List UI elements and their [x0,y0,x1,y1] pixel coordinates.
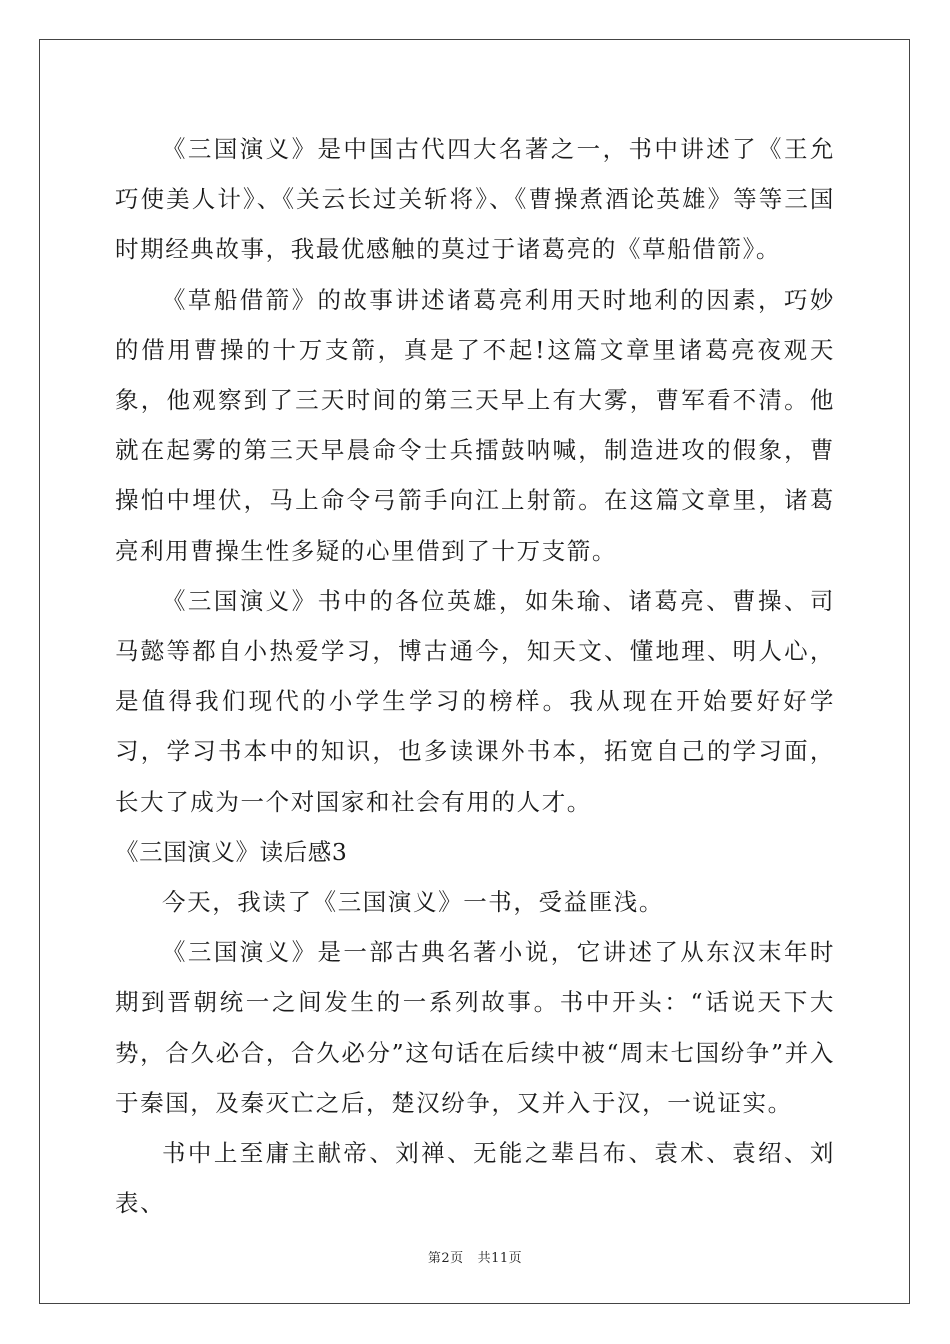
section-heading: 《三国演义》读后感3 [115,837,348,866]
current-page-number: 第2页 [427,1251,464,1266]
total-page-count: 共11页 [477,1251,523,1266]
paragraph-6: 书中上至庸主献帝、刘禅、无能之辈吕布、袁术、袁绍、刘表、 [115,1139,835,1218]
page-footer [0,1247,950,1266]
paragraph-5: 《三国演义》是一部古典名著小说，它讲述了从东汉末年时期到晋朝统一之间发生的一系列故事。书中开头：“话说天下大势，合久必合，合久必分”这句话在后续中被“周末七国纷争”并入于秦国，及秦灭亡之后，楚汉纷争，又并入于汉，一说证实。 [115,938,835,1117]
paragraph-2: 《草船借箭》的故事讲述诸葛亮利用天时地利的因素，巧妙的借用曹操的十万支箭，真是了不起!这篇文章里诸葛亮夜观天象，他观察到了三天时间的第三天早上有大雾，曹军看不清。他就在起雾的第三天早晨命令士兵擂鼓呐喊，制造进攻的假象，曹操怕中埋伏，马上命令弓箭手向江上射箭。在这篇文章里，诸葛亮利用曹操生性多疑的心里借到了十万支箭。 [115,285,835,565]
document-body [115,124,835,1228]
paragraph-4: 今天，我读了《三国演义》一书，受益匪浅。 [162,888,664,917]
paragraph-1: 《三国演义》是中国古代四大名著之一，书中讲述了《王允巧使美人计》、《关云长过关斩将》、《曹操煮酒论英雄》等等三国时期经典故事，我最优感触的莫过于诸葛亮的《草船借箭》。 [115,135,835,264]
paragraph-3: 《三国演义》书中的各位英雄，如朱瑜、诸葛亮、曹操、司马懿等都自小热爱学习，博古通今，知天文、懂地理、明人心，是值得我们现代的小学生学习的榜样。我从现在开始要好好学习，学习书本中的知识，也多读课外书本，拓宽自己的学习面，长大了成为一个对国家和社会有用的人才。 [115,586,835,816]
